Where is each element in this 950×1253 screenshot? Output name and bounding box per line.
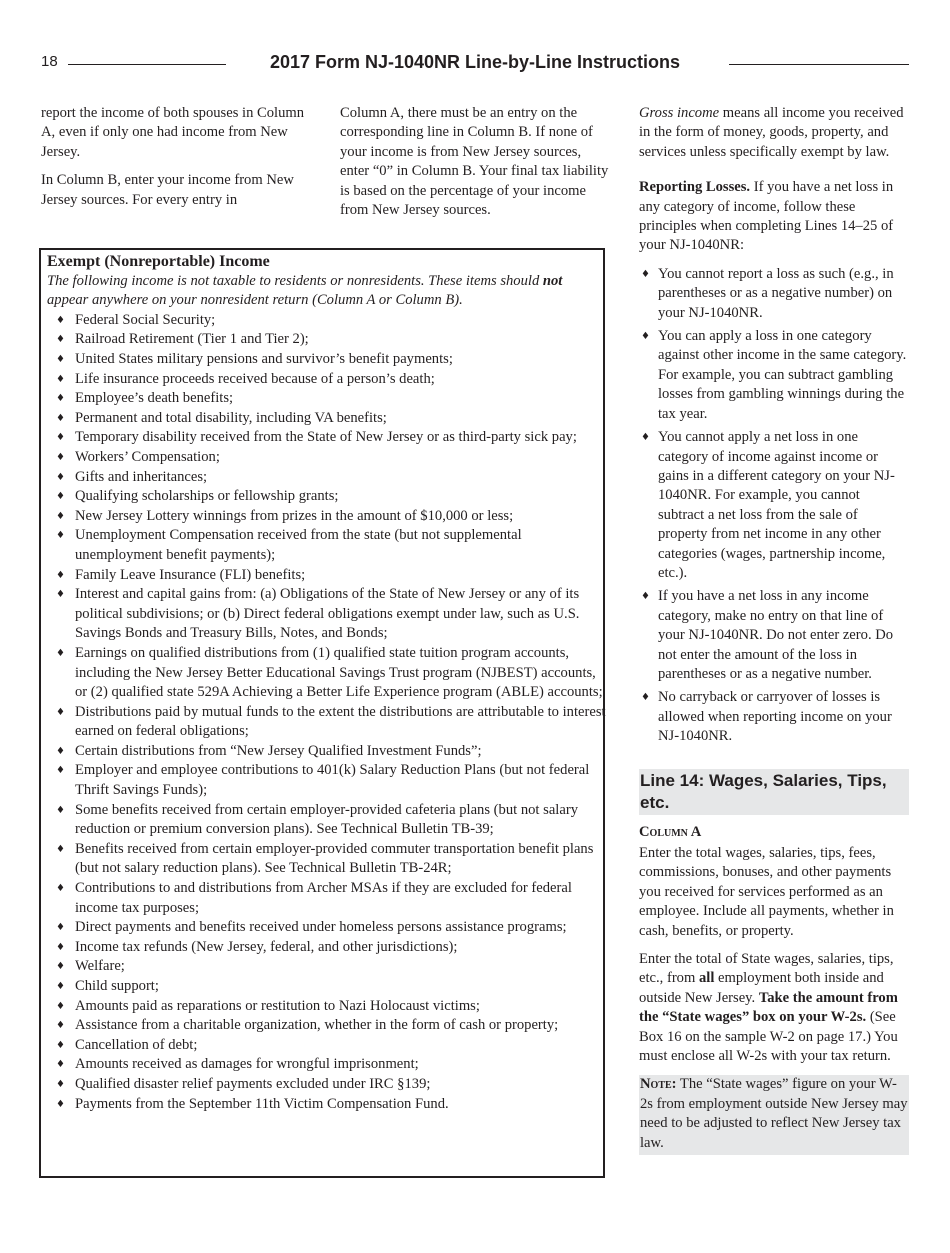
exempt-income-box	[39, 248, 605, 1178]
loss-rules-list	[639, 265, 909, 747]
diamond-bullet-icon: ♦	[56, 1020, 65, 1032]
loss-rule-item-text: If you have a net loss in any income category, make no entry on that line of your NJ-1040NR. Do not enter zero. Do not enter the amount of the loss in parentheses or as a negative number.	[658, 588, 894, 682]
exempt-list-item-text: Permanent and total disability, including VA benefits;	[75, 409, 387, 426]
exempt-list-item	[47, 330, 610, 350]
exempt-list-item	[47, 703, 610, 742]
note-label: Note:	[640, 1076, 677, 1093]
header-rule-right	[729, 64, 909, 65]
diamond-bullet-icon: ♦	[56, 883, 65, 895]
exempt-list-item	[47, 1036, 610, 1056]
page-title: 2017 Form NJ-1040NR Line-by-Line Instructions	[269, 52, 681, 72]
column-1	[41, 104, 313, 219]
exempt-list-item	[47, 428, 610, 448]
diamond-bullet-icon: ♦	[56, 432, 65, 444]
exempt-list-item-text: Temporary disability received from the State of New Jersey or as third-party sick pay;	[75, 429, 577, 446]
exempt-list-item-text: Unemployment Compensation received from the state (but not supplemental unemployment benefit payments);	[75, 527, 522, 563]
exempt-list-item	[47, 468, 610, 488]
exempt-list-item	[47, 389, 610, 409]
exempt-list-item-text: Benefits received from certain employer-provided commuter transportation benefit plans (but not salary reduction plans). See Technical Bulletin TB-24R;	[75, 840, 594, 877]
column-a-paragraph-2: Enter the total of State wages, salaries, tips, etc., from all employment both inside and outside New Jersey. Take the amount from the “State wages” box on your W-2s. (See Box 16 on the sample W-2 on page 17.) You must enclose all W-2s with your tax return.	[639, 951, 898, 1065]
exempt-list-item-text: Assistance from a charitable organization, whether in the form of cash or property;	[75, 1017, 559, 1034]
exempt-list-item	[47, 997, 610, 1017]
diamond-bullet-icon: ♦	[56, 941, 65, 953]
note-box	[639, 1075, 909, 1155]
exempt-income-intro: The following income is not taxable to residents or nonresidents. These items should not appear anywhere on your nonresident return (Column A or Column B).	[47, 273, 563, 309]
exempt-list-item	[47, 761, 610, 800]
col1-paragraph-1: report the income of both spouses in Column A, even if only one had income from New Jersey.	[41, 105, 305, 160]
diamond-bullet-icon: ♦	[56, 412, 65, 424]
exempt-list-item-text: Employee’s death benefits;	[75, 390, 234, 407]
diamond-bullet-icon: ♦	[56, 471, 65, 483]
diamond-bullet-icon: ♦	[56, 745, 65, 757]
col1-paragraph-2: In Column B, enter your income from New Jersey sources. For every entry in	[41, 172, 294, 208]
reporting-losses-paragraph: Reporting Losses. If you have a net loss in any category of income, follow these principles when completing Lines 14–25 of your NJ-1040NR:	[639, 179, 894, 254]
exempt-list-item-text: Some benefits received from certain employer-provided cafeteria plans (but not salary reduction or premium conversion plans). See Technical Bulletin TB-39;	[75, 801, 578, 838]
diamond-bullet-icon: ♦	[641, 591, 650, 603]
exempt-list-item	[47, 448, 610, 468]
exempt-list-item-text: Payments from the September 11th Victim Compensation Fund.	[75, 1095, 449, 1112]
exempt-list-item-text: Family Leave Insurance (FLI) benefits;	[75, 566, 306, 583]
loss-rule-item-text: You cannot apply a net loss in one category of income against income or gains in a different category on your NJ-1040NR. For example, you cannot subtract a net loss from the sale of property from net income in any other categories (wages, partnership income, etc.).	[658, 429, 895, 581]
exempt-list-item-text: Amounts paid as reparations or restitution to Nazi Holocaust victims;	[75, 997, 480, 1014]
exempt-list-item-text: Railroad Retirement (Tier 1 and Tier 2);	[75, 331, 309, 348]
exempt-list-item-text: Qualified disaster relief payments excluded under IRC §139;	[75, 1075, 431, 1092]
exempt-list-item	[47, 507, 610, 527]
exempt-list-item	[47, 1016, 610, 1036]
diamond-bullet-icon: ♦	[56, 354, 65, 365]
loss-rule-item-text: You cannot report a loss as such (e.g., in parentheses or as a negative number) on your NJ-1040NR.	[658, 265, 894, 321]
diamond-bullet-icon: ♦	[56, 981, 65, 992]
diamond-bullet-icon: ♦	[56, 961, 65, 973]
diamond-bullet-icon: ♦	[56, 804, 65, 816]
exempt-list-item-text: Qualifying scholarships or fellowship grants;	[75, 488, 339, 505]
page-number: 18	[41, 53, 58, 70]
exempt-list-item	[47, 918, 610, 938]
diamond-bullet-icon: ♦	[56, 334, 65, 346]
exempt-list-item	[47, 585, 610, 644]
exempt-list-item	[47, 370, 610, 390]
loss-rule-item-text: You can apply a loss in one category against other income in the same category. For example, you can subtract gambling losses from gambling winnings during the tax year.	[658, 328, 907, 422]
page-header	[0, 50, 950, 78]
diamond-bullet-icon: ♦	[56, 1000, 65, 1012]
diamond-bullet-icon: ♦	[56, 843, 65, 855]
diamond-bullet-icon: ♦	[56, 314, 65, 326]
column-a-paragraph-1: Enter the total wages, salaries, tips, fees, commissions, bonuses, and other payments you received for services performed as an employee. Include all payments, whether in cash, benefits, or property.	[639, 845, 894, 939]
diamond-bullet-icon: ♦	[56, 373, 65, 385]
exempt-list-item	[47, 977, 610, 997]
exempt-list-item	[47, 801, 610, 840]
diamond-bullet-icon: ♦	[56, 706, 65, 718]
col2-paragraph-1: Column A, there must be an entry on the corresponding line in Column B. If none of your income is from New Jersey sources, enter “0” in Column B. Your final tax liability is based on the percentage of your income from New Jersey sources.	[340, 105, 609, 219]
exempt-list-item-text: Certain distributions from “New Jersey Qualified Investment Funds”;	[75, 742, 482, 759]
loss-rule-item-text: No carryback or carryover of losses is allowed when reporting income on your NJ-1040NR.	[658, 689, 892, 745]
exempt-list-item-text: Amounts received as damages for wrongful imprisonment;	[75, 1056, 419, 1073]
exempt-list-item	[47, 1075, 610, 1095]
diamond-bullet-icon: ♦	[56, 922, 65, 934]
diamond-bullet-icon: ♦	[56, 393, 65, 405]
exempt-list-item	[47, 1055, 610, 1075]
loss-rule-item	[639, 587, 909, 684]
diamond-bullet-icon: ♦	[641, 692, 650, 704]
exempt-list-item	[47, 879, 610, 918]
exempt-list-item-text: Gifts and inheritances;	[75, 468, 208, 485]
diamond-bullet-icon: ♦	[641, 268, 650, 280]
exempt-list-item-text: Distributions paid by mutual funds to the extent the distributions are attributable to interest earned on federal obligations;	[75, 703, 606, 740]
line-14-heading: Line 14: Wages, Salaries, Tips, etc.	[639, 769, 909, 815]
diamond-bullet-icon: ♦	[56, 451, 65, 463]
exempt-list-item	[47, 566, 610, 586]
reporting-losses-label: Reporting Losses.	[639, 179, 751, 196]
exempt-list-item-text: Cancellation of debt;	[75, 1036, 198, 1053]
column-a-label: Column A	[639, 823, 702, 840]
loss-rule-item	[639, 428, 909, 583]
loss-rule-item	[639, 688, 909, 746]
exempt-list-item	[47, 409, 610, 429]
exempt-income-list	[47, 311, 606, 1114]
loss-rule-item	[639, 265, 909, 323]
diamond-bullet-icon: ♦	[56, 1039, 65, 1051]
exempt-list-item-text: Interest and capital gains from: (a) Obligations of the State of New Jersey or any of its political subdivisions; or (b) Direct federal obligations exempt under law, such as U.S. Savings Bonds and Treasury Bills, Notes, and Bonds;	[75, 586, 580, 642]
diamond-bullet-icon: ♦	[641, 432, 650, 444]
diamond-bullet-icon: ♦	[56, 569, 65, 581]
exempt-list-item	[47, 487, 610, 507]
gross-income-term: Gross income	[639, 105, 720, 121]
exempt-list-item	[47, 350, 610, 370]
exempt-list-item-text: Workers’ Compensation;	[75, 448, 220, 465]
exempt-list-item	[47, 938, 610, 958]
diamond-bullet-icon: ♦	[56, 765, 65, 777]
exempt-list-item	[47, 644, 610, 703]
diamond-bullet-icon: ♦	[56, 1078, 65, 1090]
exempt-list-item-text: Welfare;	[75, 958, 125, 975]
exempt-list-item	[47, 957, 610, 977]
note-text: The “State wages” figure on your W-2s from employment outside New Jersey may need to be adjusted to reflect New Jersey tax law.	[640, 1076, 908, 1151]
exempt-list-item-text: Earnings on qualified distributions from (1) qualified state tuition program accounts, including the New Jersey Better Educational Savings Trust program (NJBEST) accounts, or (2) qualified state 529A Achieving a Better Life Experience program (ABLE) accounts;	[75, 644, 603, 701]
gross-income-paragraph: Gross income means all income you received in the form of money, goods, property, and services unless specifically exempt by law.	[639, 105, 904, 160]
diamond-bullet-icon: ♦	[56, 1098, 65, 1110]
diamond-bullet-icon: ♦	[56, 530, 65, 542]
diamond-bullet-icon: ♦	[641, 331, 650, 343]
diamond-bullet-icon: ♦	[56, 647, 65, 659]
exempt-list-item	[47, 840, 610, 879]
exempt-list-item-text: Federal Social Security;	[75, 311, 216, 328]
column-3	[639, 104, 909, 1155]
diamond-bullet-icon: ♦	[56, 589, 65, 601]
exempt-list-item	[47, 526, 610, 565]
exempt-list-item	[47, 1095, 610, 1115]
exempt-list-item	[47, 742, 610, 762]
header-rule-left	[68, 64, 226, 65]
exempt-list-item-text: New Jersey Lottery winnings from prizes in the amount of $10,000 or less;	[75, 507, 514, 524]
diamond-bullet-icon: ♦	[56, 1059, 65, 1071]
exempt-list-item-text: United States military pensions and survivor’s benefit payments;	[75, 351, 453, 367]
exempt-list-item-text: Employer and employee contributions to 401(k) Salary Reduction Plans (but not federal Thrift Savings Funds);	[75, 762, 590, 799]
exempt-list-item-text: Income tax refunds (New Jersey, federal, and other jurisdictions);	[75, 938, 458, 955]
exempt-list-item-text: Direct payments and benefits received under homeless persons assistance programs;	[75, 919, 567, 936]
loss-rule-item	[639, 327, 909, 424]
exempt-list-item-text: Child support;	[75, 978, 159, 994]
exempt-list-item-text: Life insurance proceeds received because of a person’s death;	[75, 370, 435, 387]
diamond-bullet-icon: ♦	[56, 510, 65, 522]
exempt-list-item-text: Contributions to and distributions from Archer MSAs if they are excluded for federal income tax purposes;	[75, 880, 572, 916]
diamond-bullet-icon: ♦	[56, 491, 65, 503]
column-2	[340, 104, 612, 229]
exempt-list-item	[47, 311, 610, 331]
exempt-income-title: Exempt (Nonreportable) Income	[47, 253, 270, 270]
